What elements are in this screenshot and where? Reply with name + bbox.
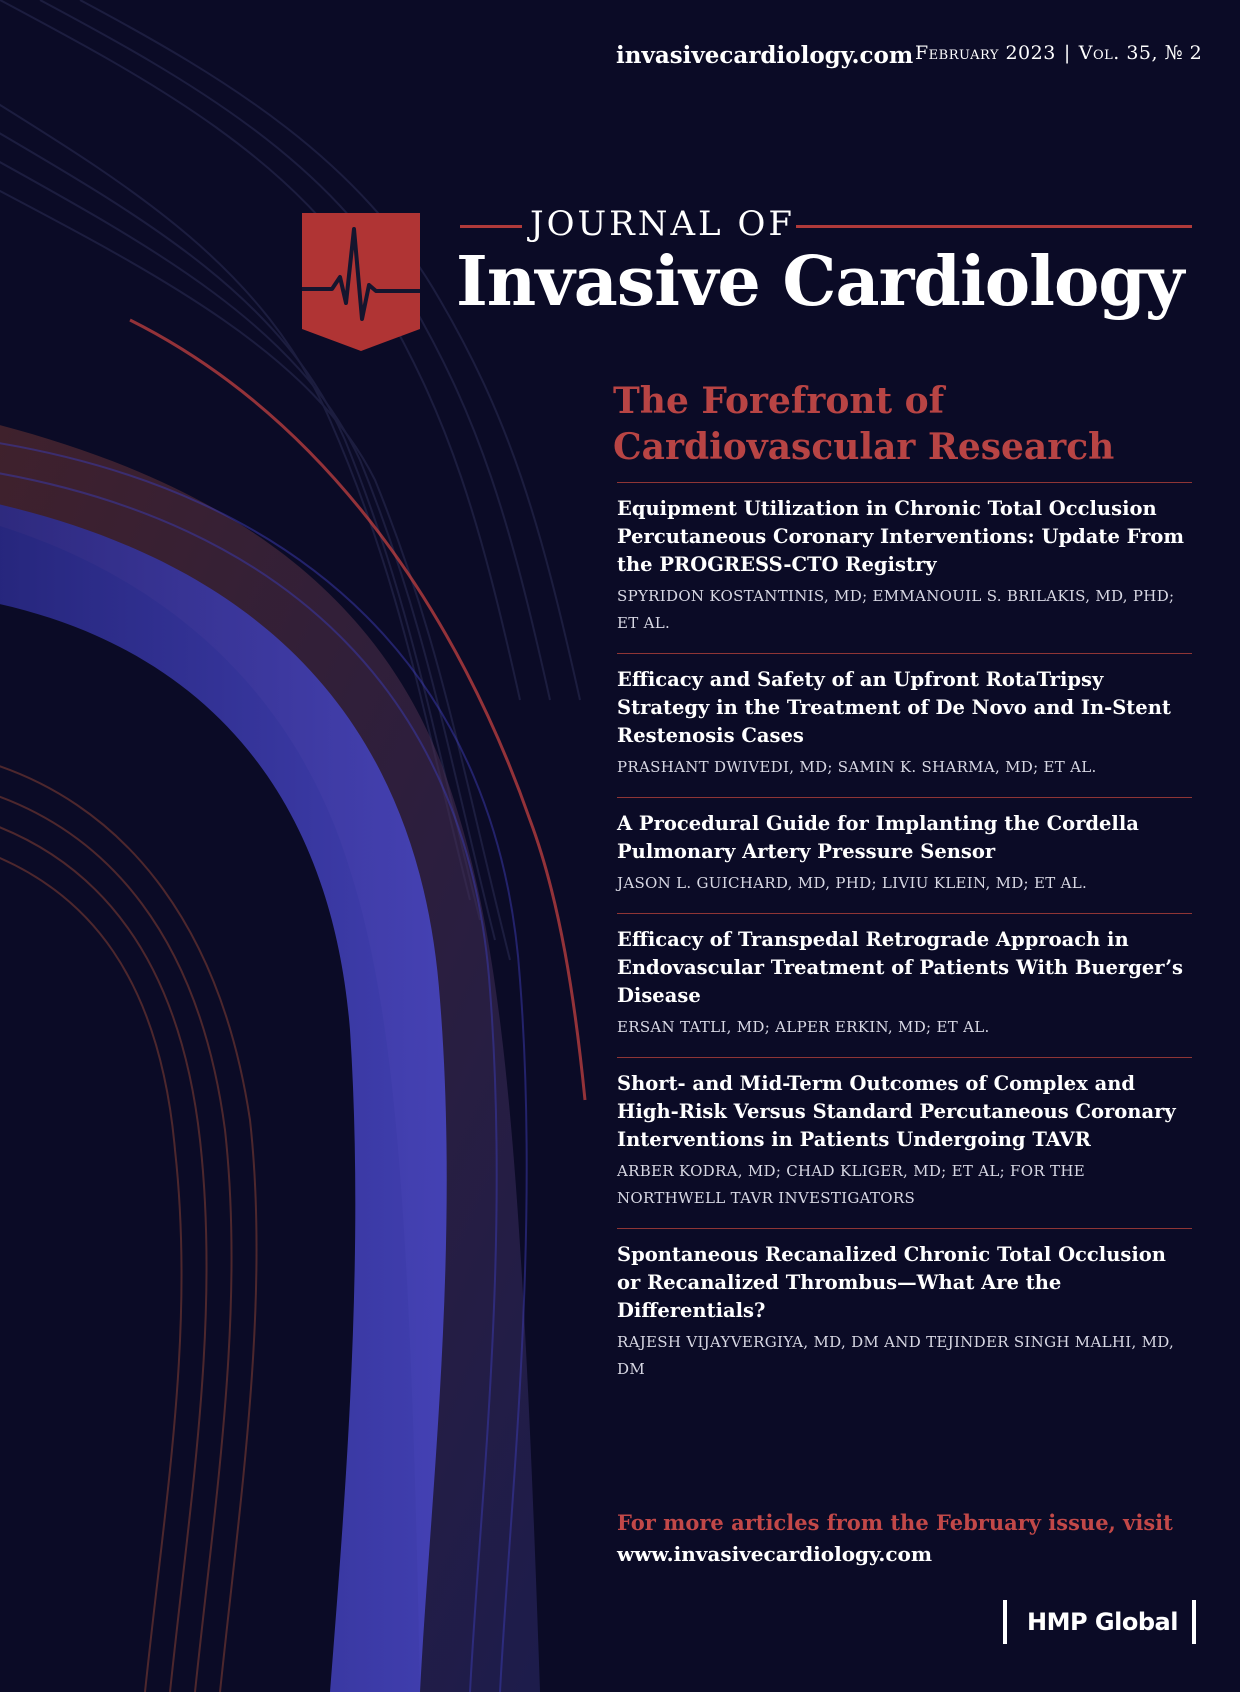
- publisher-logo: [1003, 1600, 1196, 1644]
- article-authors: RAJESH VIJAYVERGIYA, MD, DM AND TEJINDER SINGH MALHI, MD, DM: [617, 1333, 1175, 1378]
- article-authors: JASON L. GUICHARD, MD, PHD; LIVIU KLEIN, MD; ET AL.: [617, 874, 1088, 892]
- article-authors: ARBER KODRA, MD; CHAD KLIGER, MD; ET AL; FOR THE NORTHWELL TAVR INVESTIGATORS: [617, 1162, 1085, 1207]
- publisher-bar-right: [1192, 1600, 1196, 1644]
- more-articles-url[interactable]: www.invasivecardiology.com: [617, 1542, 933, 1566]
- article-title: Short- and Mid-Term Outcomes of Complex and High-Risk Versus Standard Percutaneous Coronary Interventions in Patients Undergoing TAVR: [617, 1072, 1176, 1151]
- masthead-rule-right: [796, 225, 1192, 228]
- article-item[interactable]: [617, 482, 1192, 653]
- tagline: [613, 378, 1114, 470]
- article-item[interactable]: [617, 1228, 1192, 1399]
- article-item[interactable]: [617, 797, 1192, 913]
- article-title: Efficacy of Transpedal Retrograde Approach in Endovascular Treatment of Patients With Buerger’s Disease: [617, 928, 1184, 1007]
- more-articles-text: For more articles from the February issue, visit: [617, 1510, 1173, 1535]
- article-title: Efficacy and Safety of an Upfront RotaTripsy Strategy in the Treatment of De Novo and In-Stent Restenosis Cases: [617, 668, 1171, 747]
- article-item[interactable]: [617, 1057, 1192, 1228]
- tagline-line1: The Forefront of: [613, 380, 945, 422]
- article-item[interactable]: [617, 653, 1192, 797]
- article-authors: PRASHANT DWIVEDI, MD; SAMIN K. SHARMA, MD; ET AL.: [617, 758, 1097, 776]
- website-url[interactable]: invasivecardiology.com: [616, 42, 914, 69]
- article-title: Spontaneous Recanalized Chronic Total Occlusion or Recanalized Thrombus—What Are the Differentials?: [617, 1243, 1166, 1322]
- article-list: [617, 482, 1192, 1399]
- issue-date: February 2023: [915, 42, 1056, 64]
- masthead-rule-left: [460, 225, 522, 228]
- issue-separator: |: [1063, 42, 1071, 64]
- masthead-title: Invasive Cardiology: [456, 242, 1184, 322]
- article-authors: ERSAN TATLI, MD; ALPER ERKIN, MD; ET AL.: [617, 1018, 990, 1036]
- issue-volume: Vol. 35, № 2: [1078, 42, 1203, 64]
- article-title: Equipment Utilization in Chronic Total Occlusion Percutaneous Coronary Interventions: Update From the PROGRESS-CTO Registry: [617, 497, 1185, 576]
- article-title: A Procedural Guide for Implanting the Cordella Pulmonary Artery Pressure Sensor: [617, 812, 1139, 863]
- article-authors: SPYRIDON KOSTANTINIS, MD; EMMANOUIL S. BRILAKIS, MD, PHD; ET AL.: [617, 587, 1175, 632]
- ecg-shield-icon: [302, 213, 420, 351]
- issue-info: [915, 42, 1202, 64]
- article-item[interactable]: [617, 913, 1192, 1057]
- publisher-name: HMP Global: [1027, 1608, 1178, 1636]
- tagline-line2: Cardiovascular Research: [613, 426, 1115, 468]
- masthead-journal-of: JOURNAL OF: [530, 204, 795, 244]
